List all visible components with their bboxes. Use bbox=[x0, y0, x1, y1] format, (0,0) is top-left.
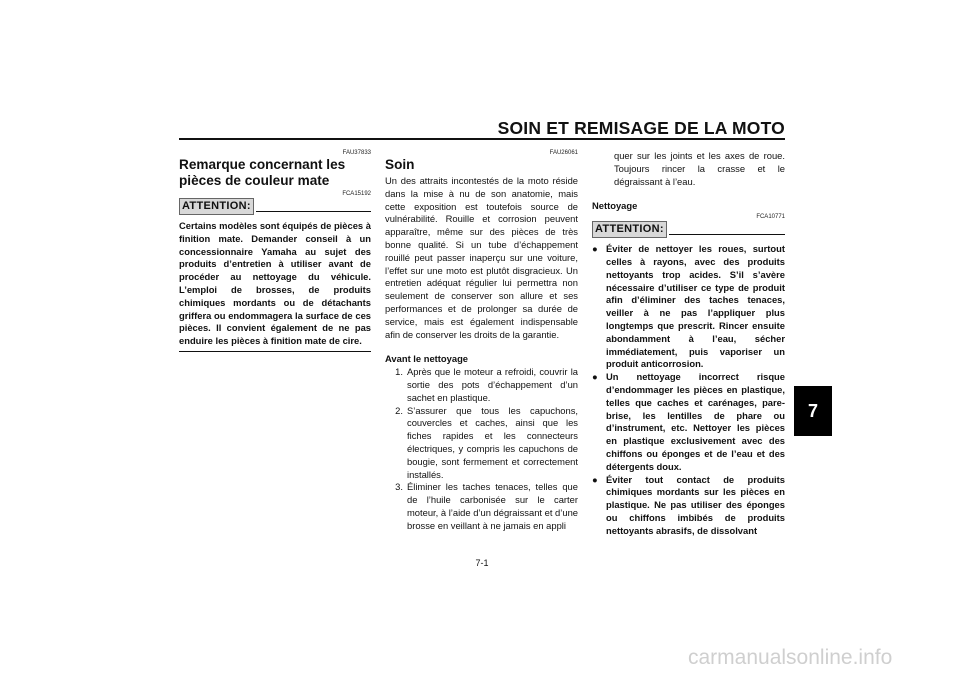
section-heading: Soin bbox=[385, 157, 415, 172]
header-rule bbox=[179, 138, 785, 140]
chapter-tab: 7 bbox=[794, 386, 832, 436]
column-2 bbox=[385, 150, 578, 533]
list-item bbox=[592, 474, 785, 538]
step-number: 2. bbox=[395, 404, 403, 416]
intro-paragraph: Un des attraits incontestés de la moto réside dans la mise à nu de son anatomie, mais cette exposition est toutefois source de vulnérabilité. Rouille et corrosion peuvent apparaître, même sur des pièces de très bonne qualité. Si un tube d’échappement rouillé peut passer inaperçu sur une voiture, l’effet sur une moto est plutôt disgracieux. Un entretien adéquat régulier lui permettra non seulement de conserver son allure et ses performances et de prolonger sa durée de service, mais est également indispensable afin de conserver les droits de la garantie. bbox=[385, 175, 578, 340]
attention-code: FCA10771 bbox=[756, 214, 785, 221]
bullet-icon: ● bbox=[592, 473, 598, 485]
step-text: S’assurer que tous les capuchons, couvercles et caches, ainsi que les fiches rapides et les connecteurs électriques, y compris les capuchons de bougie, sont fermement et correctement installés. bbox=[407, 404, 578, 480]
step-text: Éliminer les taches tenaces, telles que de l’huile carbonisée sur le carter moteur, à l’aide d’un dégraissant et d’une brosse en veillant à ne jamais en appli bbox=[407, 481, 578, 531]
section-code: FAU26061 bbox=[549, 150, 578, 156]
column-1 bbox=[179, 150, 371, 352]
attention-end-rule bbox=[179, 351, 371, 352]
list-item bbox=[592, 371, 785, 473]
attention-code: FCA15192 bbox=[342, 191, 371, 197]
attention-label: ATTENTION: bbox=[179, 198, 254, 215]
page-number: 7-1 bbox=[475, 558, 489, 568]
section-heading: Remarque concernant les pièces de couleur mate bbox=[179, 157, 346, 188]
continuation-text: quer sur les joints et les axes de roue. Toujours rincer la crasse et le dégraissant à l’eau. bbox=[614, 150, 785, 187]
attention-label: ATTENTION: bbox=[592, 221, 667, 238]
subheading: Nettoyage bbox=[592, 200, 638, 212]
step-number: 1. bbox=[395, 366, 403, 378]
bullet-text: Éviter de nettoyer les roues, surtout celles à rayons, avec des produits nettoyants trop acides. S’il s’avère nécessaire d’utiliser ce type de produit afin d’éliminer des taches tenaces, veiller à ne pas l’appliquer plus longtemps que prescrit. Rincer ensuite abondamment à l’eau, sécher immédiatement, puis vaporiser un produit anticorrosion. bbox=[606, 243, 785, 370]
list-item bbox=[385, 405, 578, 482]
watermark: carmanualsonline.info bbox=[688, 646, 893, 669]
step-text: Après que le moteur a refroidi, couvrir la sortie des pots d’échappement d’un sachet en plastique. bbox=[407, 366, 578, 403]
step-number: 3. bbox=[395, 481, 403, 493]
column-3 bbox=[592, 150, 785, 538]
page-header-title: SOIN ET REMISAGE DE LA MOTO bbox=[497, 118, 785, 138]
attention-bullets bbox=[592, 243, 785, 537]
attention-rule bbox=[256, 211, 371, 212]
section-code: FAU37833 bbox=[342, 150, 371, 156]
list-item bbox=[592, 243, 785, 371]
attention-text: Certains modèles sont équipés de pièces à finition mate. Demander conseil à un concessionnaire Yamaha au sujet des produits d’entretien à utiliser avant de procéder au nettoyage du véhicule. L’emploi de brosses, de produits chimiques mordants ou de détachants griffera ou endommagera la surface de ces pièces. Il convient également de ne pas enduire les pièces à finition mate de cire. bbox=[179, 220, 371, 347]
list-item bbox=[385, 481, 578, 532]
list-item bbox=[385, 366, 578, 404]
bullet-icon: ● bbox=[592, 243, 598, 255]
bullet-icon: ● bbox=[592, 371, 598, 383]
bullet-text: Un nettoyage incorrect risque d’endommager les pièces en plastique, telles que caches et carénages, pare-brise, les lentilles de phare ou d’instrument, etc. Nettoyer les pièces en plastique exclusivement avec des chiffons ou éponges et de l’eau et des détergents doux. bbox=[606, 371, 785, 472]
bullet-text: Éviter tout contact de produits chimiques mordants sur les pièces en plastique. Ne pas utiliser des éponges ou chiffons imbibés de produits nettoyants abrasifs, de dissolvant bbox=[606, 473, 785, 536]
attention-header bbox=[179, 198, 371, 215]
attention-rule bbox=[669, 234, 785, 235]
steps-list bbox=[385, 366, 578, 532]
subheading: Avant le nettoyage bbox=[385, 353, 469, 365]
attention-header bbox=[592, 221, 785, 238]
